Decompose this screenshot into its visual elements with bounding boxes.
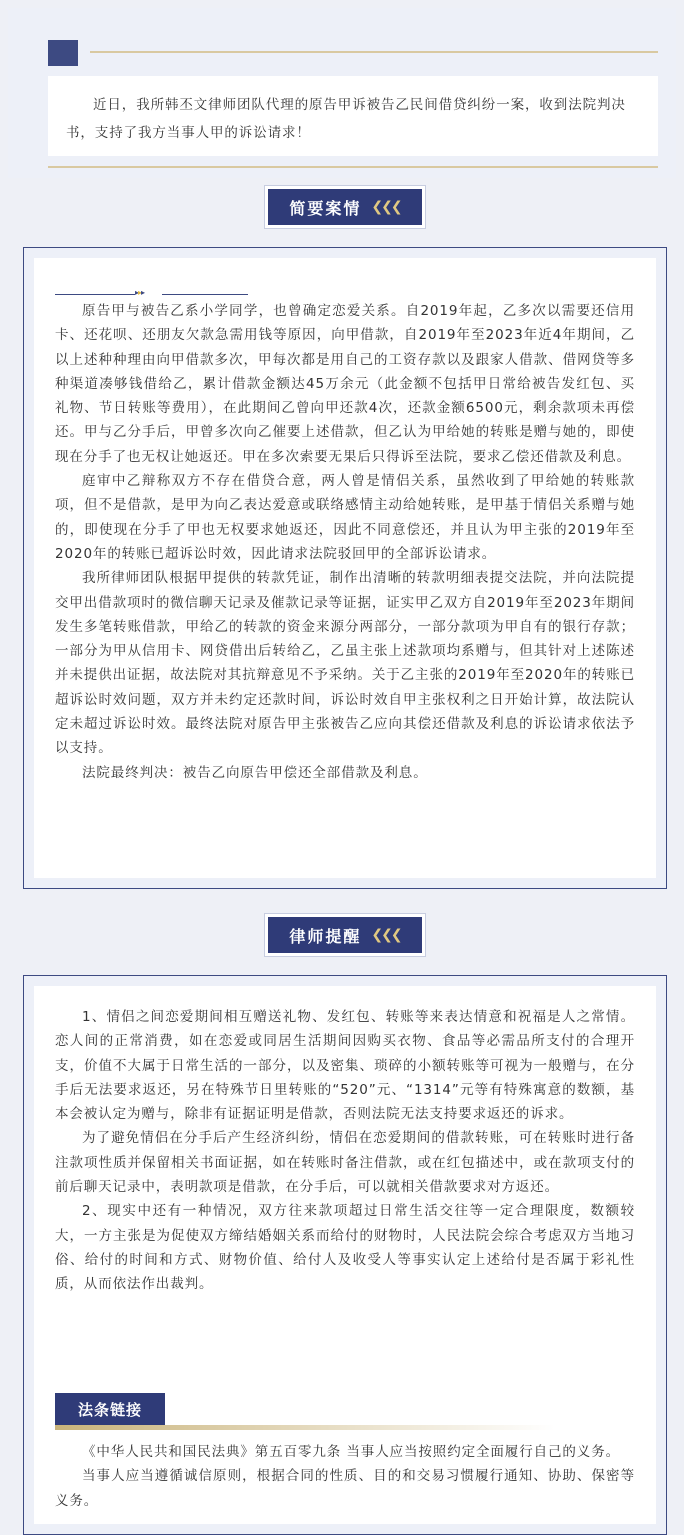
paragraph: 我所律师团队根据甲提供的转款凭证，制作出清晰的转款明细表提交法院，并向法院提交甲出借款项时的微信聊天记录及催款记录等证据，证实甲乙双方自2019年至2023年期间发生多笔转账借款，甲给乙的转款的资金来源分两部分，一部分款项为甲自有的银行存款；一部分为甲从信用卡、网贷借出后转给乙，乙虽主张上述款项均系赠与，但其针对上述陈述并未提供出证据，故法院对其抗辩意见不予采纳。关于乙主张的2019年至2020年的转账已超诉讼时效问题，双方并未约定还款时间，诉讼时效自甲主张权利之日开始计算，故法院认定未超过诉讼时效。最终法院对原告甲主张被告乙应向其偿还借款及利息的诉讼请求依法予以支持。 — [55, 570, 635, 757]
paragraph: 为了避免情侣在分手后产生经济纠纷，情侣在恋爱期间的借款转账，可在转账时进行备注款项性质并保留相关书面证据，如在转账时备注借款，或在红包描述中，或在款项支付的前后聊天记录中，表明款项是借款，在分手后，可以就相关借款要求对方返还。 — [55, 1130, 635, 1196]
chevron-left-icon: ❮❮❮ — [371, 199, 401, 215]
chevron-left-icon: ❮❮❮ — [371, 927, 401, 943]
intro-bottom-line — [48, 166, 658, 168]
law-link-tag: 法条链接 — [55, 1393, 165, 1425]
section-title-case-summary — [264, 185, 426, 229]
law-link-underline — [55, 1425, 555, 1430]
section-title-label: 简要案情 — [289, 198, 362, 218]
lawyer-tips-text — [55, 1005, 635, 1297]
law-link-text — [55, 1440, 635, 1513]
header-square-decoration — [48, 40, 78, 66]
paragraph: 2、现实中还有一种情况，双方往来款项超过日常生活交往等一定合理限度，数额较大，一方主张是为促使双方缔结婚姻关系而给付的财物时，人民法院会综合考虑双方当地习俗、给付的时间和方式、财物价值、给付人及收受人等事实认定上述给付是否属于彩礼性质，从而依法作出裁判。 — [55, 1203, 635, 1293]
section-title-lawyer-tips — [264, 913, 426, 957]
case-summary-panel — [23, 247, 667, 889]
header-gold-line — [90, 51, 658, 53]
paragraph: 庭审中乙辩称双方不存在借贷合意，两人曾是情侣关系，虽然收到了甲给她的转账款项，但不是借款，是甲为向乙表达爱意或联络感情主动给她转账，是甲基于情侣关系赠与她的，即使现在分手了甲也无权要求她返还，因此不同意偿还，并且认为甲主张的2019年至2020年的转账已超诉讼时效，因此请求法院驳回甲的全部诉讼请求。 — [55, 473, 635, 562]
paragraph: 当事人应当遵循诚信原则，根据合同的性质、目的和交易习惯履行通知、协助、保密等义务。 — [55, 1468, 635, 1509]
intro-card — [8, 8, 676, 178]
intro-text: 近日，我所韩丕文律师团队代理的原告甲诉被告乙民间借贷纠纷一案，收到法院判决书，支持了我方当事人甲的诉讼请求！ — [66, 97, 626, 141]
arrow-dots-icon: ▸▸▸ — [135, 288, 145, 297]
paragraph: 《中华人民共和国民法典》第五百零九条 当事人应当按照约定全面履行自己的义务。 — [82, 1444, 620, 1460]
lawyer-tips-panel — [23, 975, 667, 1535]
divider-decoration — [55, 288, 255, 297]
paragraph: 1、情侣之间恋爱期间相互赠送礼物、发红包、转账等来表达情意和祝福是人之常情。恋人间的正常消费，如在恋爱或同居生活期间因购买衣物、食品等必需品所支付的合理开支，价值不大属于日常生活的一部分，以及密集、琐碎的小额转账等可视为一般赠与，在分手后无法要求返还，另在特殊节日里转账的“520”元、“1314”元等有特殊寓意的数额，基本会被认定为赠与，除非有证据证明是借款，否则法院无法支持要求返还的诉求。 — [55, 1009, 635, 1123]
section-title-label: 律师提醒 — [289, 926, 362, 946]
case-summary-text — [55, 299, 635, 785]
intro-box — [48, 76, 658, 156]
paragraph: 法院最终判决：被告乙向原告甲偿还全部借款及利息。 — [82, 764, 428, 781]
paragraph: 原告甲与被告乙系小学同学，也曾确定恋爱关系。自2019年起，乙多次以需要还信用卡、还花呗、还朋友欠款急需用钱等原因，向甲借款，自2019年至2023年近4年期间，乙以上述种种理由向甲借款多次，甲每次都是用自己的工资存款以及跟家人借款、借网贷等多种渠道凑够钱借给乙，累计借款金额达45万余元（此金额不包括甲日常给被告发红包、买礼物、节日转账等费用），在此期间乙曾向甲还款4次，还款金额6500元，剩余款项未再偿还。甲与乙分手后，甲曾多次向乙催要上述借款，但乙认为甲给她的转账是赠与她的，即使现在分手了也无权让她返还。甲在多次索要无果后只得诉至法院，要求乙偿还借款及利息。 — [55, 303, 635, 465]
